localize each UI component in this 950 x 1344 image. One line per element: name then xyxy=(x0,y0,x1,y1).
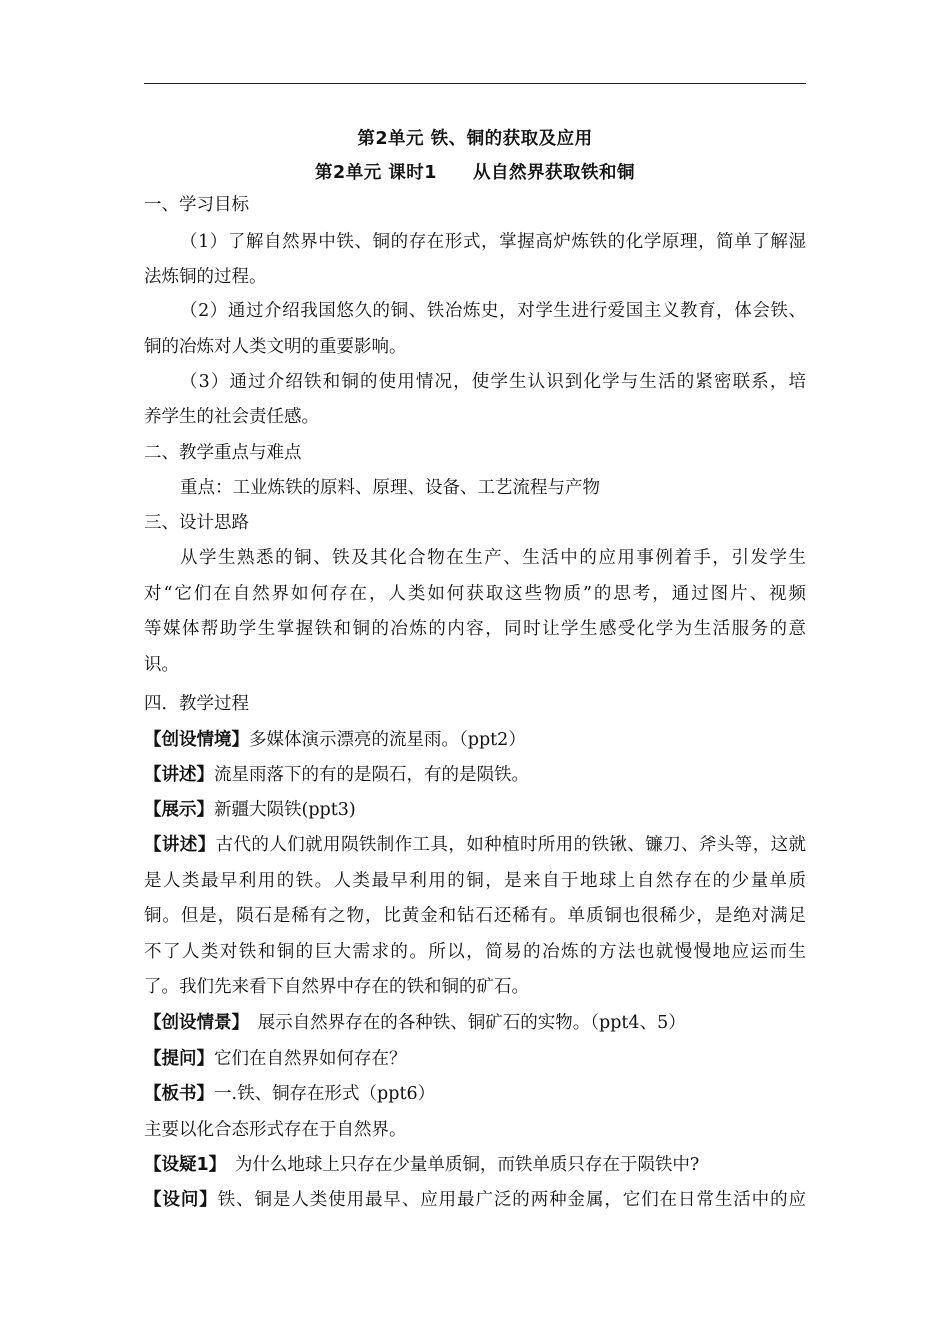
lesson-title: 第2单元 课时1 从自然界获取铁和铜 xyxy=(315,163,635,183)
process-paragraph-4-line-5: 了。我们先来看下自然界中存在的铁和铜的矿石。 xyxy=(144,977,529,997)
section-heading-goals: 一、学习目标 xyxy=(144,195,249,215)
process-paragraph-8: 主要以化合态形式存在于自然界。 xyxy=(144,1120,407,1140)
paragraph-text: 一.铁、铜存在形式（ppt6） xyxy=(214,1084,436,1104)
header-rule xyxy=(144,83,806,84)
design-line-4: 识。 xyxy=(144,655,179,675)
process-paragraph-2 xyxy=(144,763,806,787)
goal-3-line-2: 养学生的社会责任感。 xyxy=(144,407,319,427)
process-paragraph-3 xyxy=(144,798,806,822)
tag-label: 【展示】 xyxy=(144,800,214,820)
tag-label: 【创设情境】 xyxy=(144,730,249,750)
process-paragraph-9 xyxy=(144,1153,806,1177)
process-paragraph-1 xyxy=(144,728,806,752)
process-paragraph-4-line-1 xyxy=(144,833,806,857)
tag-label: 【板书】 xyxy=(144,1084,214,1104)
goal-1-line-2: 法炼铜的过程。 xyxy=(144,267,267,287)
paragraph-text: 为什么地球上只存在少量单质铜，而铁单质只存在于陨铁中? xyxy=(217,1155,700,1175)
goal-2-line-1: （2）通过介绍我国悠久的铜、铁冶炼史，对学生进行爱国主义教育，体会铁、 xyxy=(180,301,806,321)
paragraph-text: 展示自然界存在的各种铁、铜矿石的实物。（ppt4、5） xyxy=(240,1013,686,1033)
paragraph-text: 流星雨落下的有的是陨石，有的是陨铁。 xyxy=(214,765,529,785)
tag-label: 【设问】 xyxy=(144,1190,218,1210)
tag-label: 【提问】 xyxy=(144,1049,214,1069)
goal-2-line-2: 铜的冶炼对人类文明的重要影响。 xyxy=(144,337,407,357)
paragraph-text: 古代的人们就用陨铁制作工具，如种植时所用的铁锹、镰刀、斧头等，这就 xyxy=(215,835,807,855)
process-paragraph-7 xyxy=(144,1082,806,1106)
section-heading-design: 三、设计思路 xyxy=(144,513,249,533)
paragraph-text: 它们在自然界如何存在？ xyxy=(214,1049,407,1069)
tag-label: 【讲述】 xyxy=(144,835,216,855)
tag-label: 【创设情景】 xyxy=(144,1013,241,1033)
design-line-3: 等媒体帮助学生掌握铁和铜的冶炼的内容，同时让学生感受化学为生活服务的意 xyxy=(144,619,806,639)
unit-title: 第2单元 铁、铜的获取及应用 xyxy=(357,129,593,149)
tag-label: 【讲述】 xyxy=(144,765,214,785)
process-paragraph-10 xyxy=(144,1188,806,1212)
section-heading-key-points: 二、教学重点与难点 xyxy=(144,443,302,463)
section-heading-process: 四．教学过程 xyxy=(144,694,249,714)
process-paragraph-4-line-2: 是人类最早利用的铁。人类最早利用的铜，是来自于地球上自然存在的少量单质 xyxy=(144,871,806,891)
goal-1-line-1: （1）了解自然界中铁、铜的存在形式，掌握高炉炼铁的化学原理，简单了解湿 xyxy=(180,232,806,252)
key-point-text: 重点：工业炼铁的原料、原理、设备、工艺流程与产物 xyxy=(180,478,600,498)
process-paragraph-4-line-3: 铜。但是，陨石是稀有之物，比黄金和钻石还稀有。单质铜也很稀少，是绝对满足 xyxy=(144,906,806,926)
process-paragraph-6 xyxy=(144,1047,806,1071)
paragraph-text: 铁、铜是人类使用最早、应用最广泛的两种金属，它们在日常生活中的应 xyxy=(217,1190,807,1210)
process-paragraph-4-line-4: 不了人类对铁和铜的巨大需求的。所以，简易的冶炼的方法也就慢慢地应运而生 xyxy=(144,942,806,962)
design-line-1: 从学生熟悉的铜、铁及其化合物在生产、生活中的应用事例着手，引发学生 xyxy=(180,548,806,568)
tag-label: 【设疑1】 xyxy=(144,1155,218,1175)
paragraph-text: 多媒体演示漂亮的流星雨。（ppt2） xyxy=(249,730,526,750)
design-line-2: 对“它们在自然界如何存在，人类如何获取这些物质”的思考，通过图片、视频 xyxy=(144,584,806,604)
paragraph-text: 新疆大陨铁(ppt3) xyxy=(214,800,356,820)
goal-3-line-1: （3）通过介绍铁和铜的使用情况，使学生认识到化学与生活的紧密联系，培 xyxy=(180,372,806,392)
process-paragraph-5 xyxy=(144,1011,806,1035)
